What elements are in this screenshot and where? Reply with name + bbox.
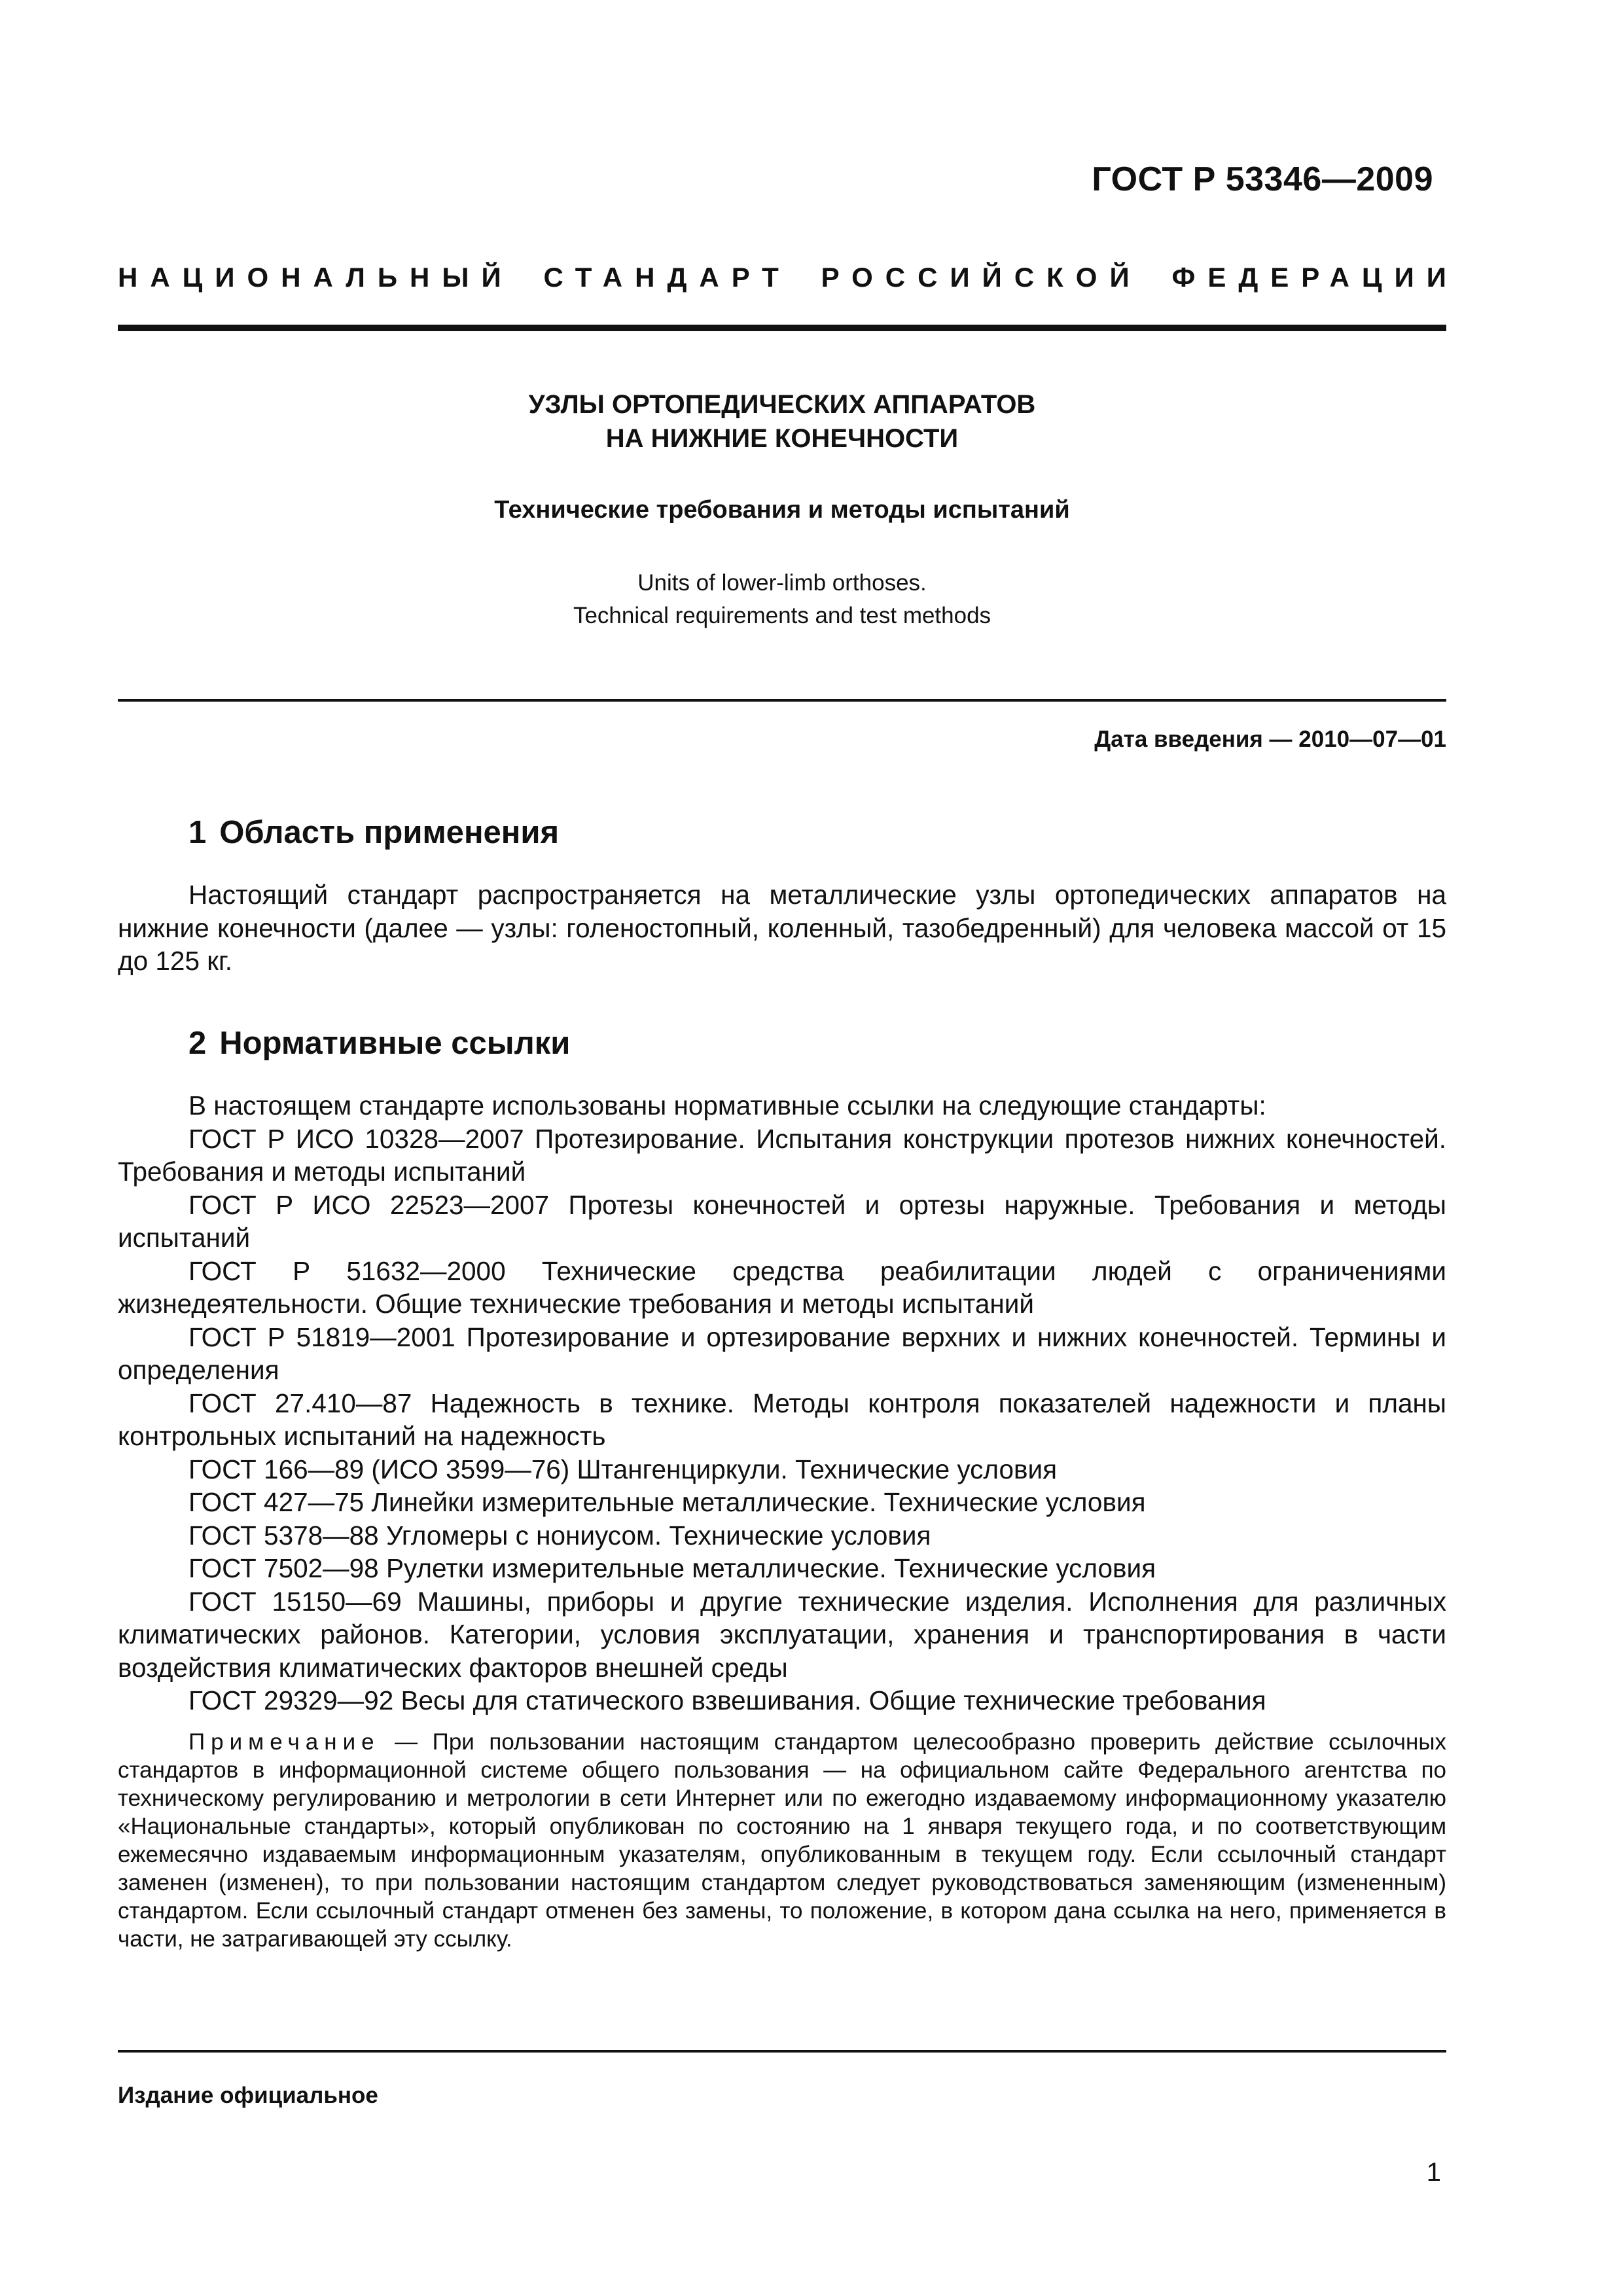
section-2-heading <box>188 1025 570 1062</box>
national-standard-heading <box>118 262 1459 293</box>
section-title: Нормативные ссылки <box>219 1026 571 1061</box>
note-text: — При пользовании настоящим стандартом целесообразно проверить действие ссылочных стандартов в информационной системе общего пользования — на официальном сайте Федерального агентства по техническому регулированию и метрологии в сети Интернет или по ежегодно издаваемому информационному указателю «Национальные стандарты», который опубликован по состоянию на 1 января текущего года, и по соответствующим ежемесячно издаваемым информационным указателям, опубликованным в текущем году. Если ссылочный стандарт заменен (изменен), то при пользовании настоящим стандартом следует руководствоваться заменяющим (измененным) стандартом. Если ссылочный стандарт отменен без замены, то положение, в котором дана ссылка на него, применяется в части, не затрагивающей эту ссылку. <box>118 1729 1446 1952</box>
paragraph: В настоящем стандарте использованы нормативные ссылки на следующие стандарты: <box>188 1090 1266 1121</box>
reference-item: ГОСТ Р 51632—2000 Технические средства реабилитации людей с ограничениями жизнедеятельности. Общие технические требования и методы испытаний <box>118 1255 1446 1319</box>
reference-item: ГОСТ 427—75 Линейки измерительные металлические. Технические условия <box>188 1487 1146 1517</box>
section-number: 1 <box>188 815 207 850</box>
reference-item: ГОСТ Р ИСО 10328—2007 Протезирование. Испытания конструкции протезов нижних конечностей. Требования и методы испытаний <box>118 1123 1446 1187</box>
reference-item: ГОСТ 29329—92 Весы для статического взвешивания. Общие технические требования <box>188 1685 1266 1715</box>
national-heading-word: РОССИЙСКОЙ <box>821 262 1142 293</box>
title-divider <box>118 699 1446 702</box>
reference-item: ГОСТ 7502—98 Рулетки измерительные металлические. Технические условия <box>188 1553 1156 1583</box>
national-heading-word: СТАНДАРТ <box>543 262 791 293</box>
note-paragraph <box>118 1728 1446 1953</box>
reference-item: ГОСТ 15150—69 Машины, приборы и другие технические изделия. Исполнения для различных климатических районов. Категории, условия эксплуатации, хранения и транспортирования в части воздействия климатических факторов внешней среды <box>118 1586 1446 1683</box>
section-title: Область применения <box>219 815 560 850</box>
note-block <box>118 1728 1446 1953</box>
reference-item: ГОСТ Р ИСО 22523—2007 Протезы конечностей и ортезы наружные. Требования и методы испытаний <box>118 1189 1446 1253</box>
document-code: ГОСТ Р 53346—2009 <box>1092 160 1433 198</box>
document-subtitle: Технические требования и методы испытаний <box>494 496 1070 524</box>
english-title-line: Technical requirements and test methods <box>573 603 991 628</box>
section-1-heading <box>188 814 559 851</box>
note-label: Примечание <box>188 1729 380 1755</box>
reference-item: ГОСТ 5378—88 Угломеры с нониусом. Технические условия <box>188 1520 931 1551</box>
reference-item: ГОСТ 27.410—87 Надежность в технике. Методы контроля показателей надежности и планы контрольных испытаний на надежность <box>118 1388 1446 1451</box>
footer-divider <box>118 2050 1446 2053</box>
section-number: 2 <box>188 1026 207 1061</box>
page-number: 1 <box>1426 2158 1441 2187</box>
title-line: УЗЛЫ ОРТОПЕДИЧЕСКИХ АППАРАТОВ <box>528 390 1036 419</box>
reference-item: ГОСТ 166—89 (ИСО 3599—76) Штангенциркули. Технические условия <box>188 1454 1058 1484</box>
section-2-body <box>118 1089 1446 1717</box>
official-edition-label: Издание официальное <box>118 2083 378 2108</box>
document-title <box>118 387 1446 456</box>
title-line: НА НИЖНИЕ КОНЕЧНОСТИ <box>605 424 959 453</box>
english-title-line: Units of lower-limb orthoses. <box>637 570 927 596</box>
national-heading-word: НАЦИОНАЛЬНЫЙ <box>118 262 514 293</box>
section-1-body <box>118 878 1446 978</box>
paragraph: Настоящий стандарт распространяется на металлические узлы ортопедических аппаратов на нижние конечности (далее — узлы: голеностопный, коленный, тазобедренный) для человека массой от 15 до 125 кг. <box>118 880 1446 976</box>
header-divider <box>118 325 1446 331</box>
introduction-date: Дата введения — 2010—07—01 <box>1094 726 1446 752</box>
english-title <box>118 567 1446 632</box>
reference-item: ГОСТ Р 51819—2001 Протезирование и ортезирование верхних и нижних конечностей. Термины и определения <box>118 1321 1446 1385</box>
national-heading-word: ФЕДЕРАЦИИ <box>1171 262 1459 293</box>
